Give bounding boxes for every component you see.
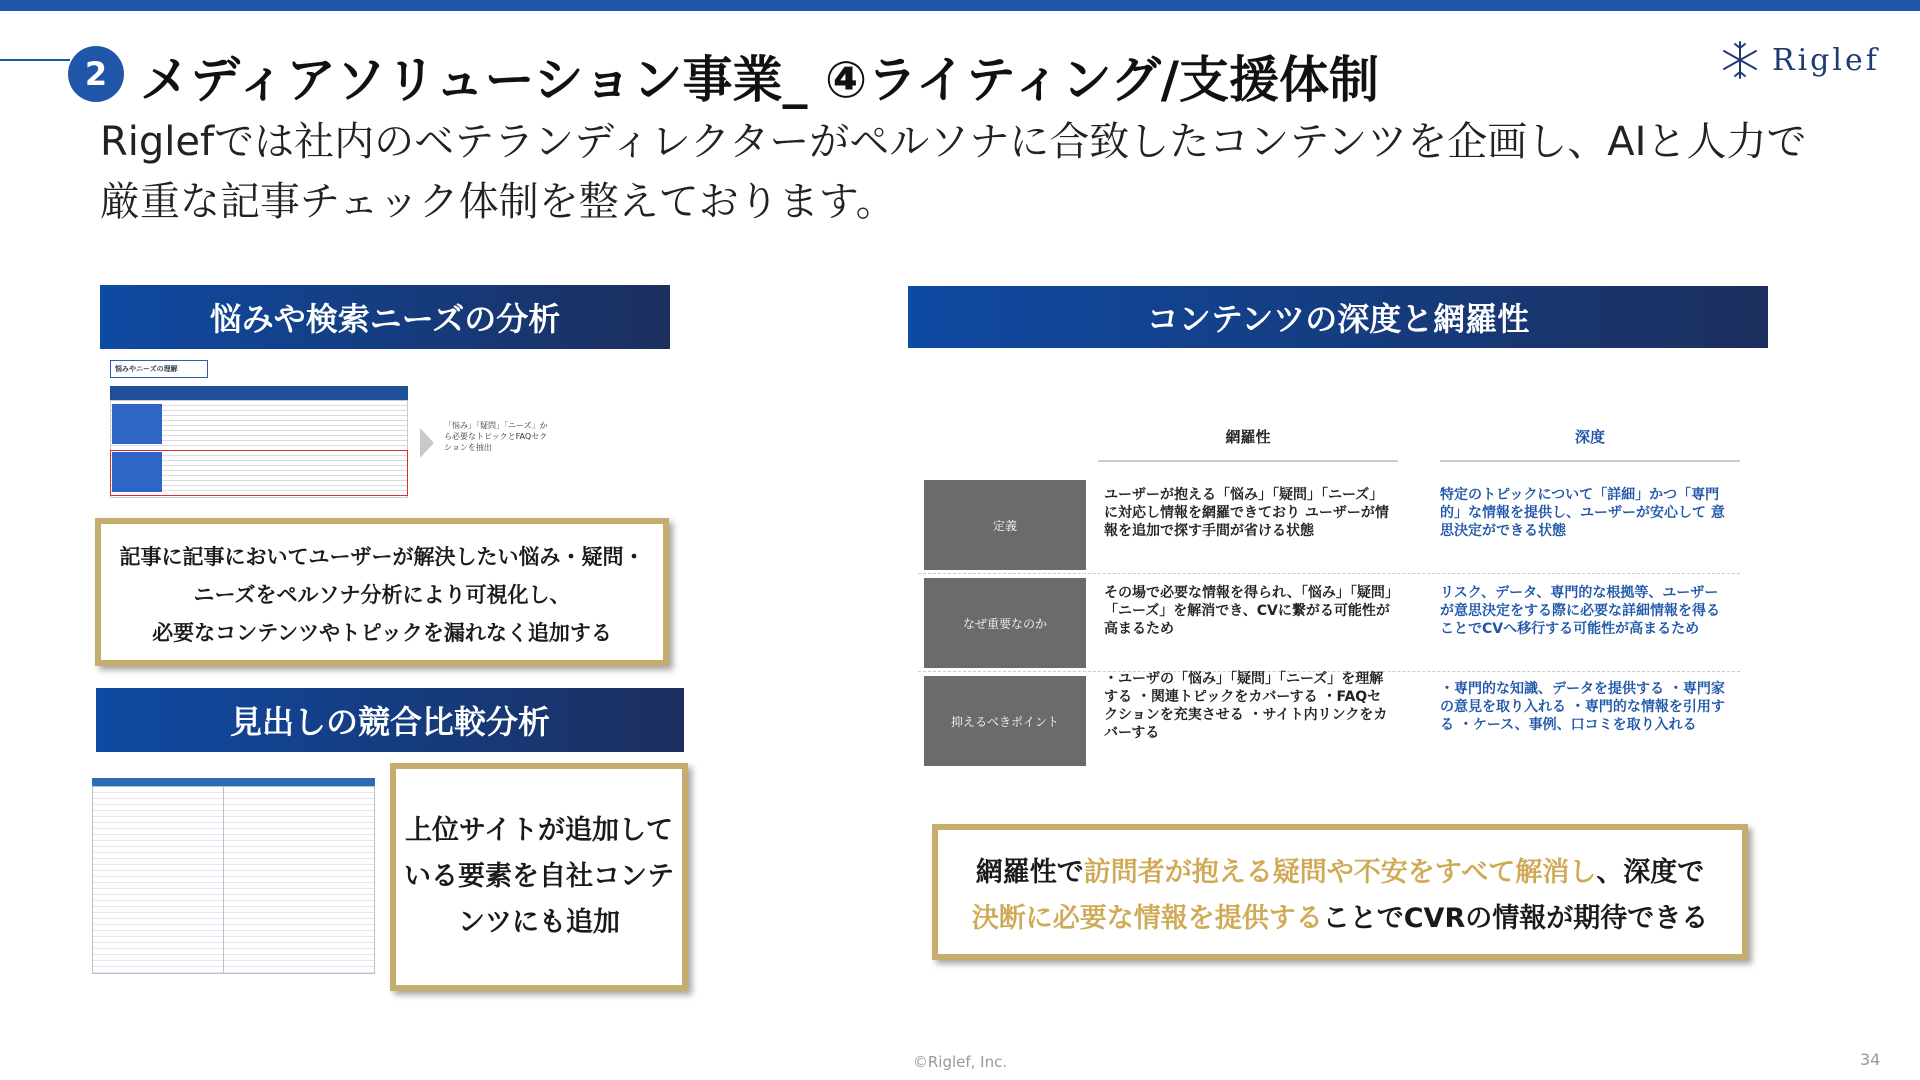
coverage-cell: ユーザーが抱える「悩み」「疑問」「ニーズ」に対応し情報を網羅できており ユーザーが情報を追加で探す手間が省ける状態 <box>1104 487 1389 539</box>
row-label: 抑えるべきポイント <box>924 676 1086 766</box>
table-row <box>918 478 1740 574</box>
summary-highlight-2: 決断に必要な情報を提供する <box>971 903 1323 934</box>
depth-cell: 特定のトピックについて「詳細」かつ「専門的」な情報を提供し、ユーザーが安心して 意思決定ができる状態 <box>1440 487 1725 539</box>
depth-cell: ・専門的な知識、データを提供する ・専門家の意見を取り入れる ・専門的な情報を引用する ・ケース、事例、口コミを取り入れる <box>1440 681 1725 733</box>
thumbnail-highlight-frame <box>110 450 408 496</box>
thumbnail-category-cell <box>112 404 162 444</box>
thumbnail-label: 悩みやニーズの理解 <box>110 360 208 378</box>
table-row <box>918 671 1740 768</box>
company-logo <box>1718 38 1880 82</box>
column-header-depth: 深度 <box>1574 428 1605 446</box>
coverage-cell: その場で必要な情報を得られ、「悩み」「疑問」「ニーズ」を解消でき、CVに繋がる可能性が高まるため <box>1104 585 1392 637</box>
sheet-header <box>92 778 375 786</box>
title-accent-line <box>0 59 70 61</box>
depth-cell: リスク、データ、専門的な根拠等、ユーザーが意思決定をする際に必要な詳細情報を得ることでCVへ移行する可能性が高まるため <box>1440 585 1720 637</box>
competitor-callout-text: 上位サイトが追加している要素を自社コンテンツにも追加 <box>404 815 674 938</box>
competitor-callout <box>390 763 688 991</box>
summary-callout <box>932 824 1748 960</box>
competitor-sheet-thumbnail <box>92 778 375 976</box>
analysis-callout-line-2: ニーズをペルソナ分析により可視化し、 <box>193 583 571 607</box>
thumbnail-note: 「悩み」「疑問」「ニーズ」から必要なトピックとFAQセクションを抽出 <box>444 421 548 452</box>
logo-text: Riglef <box>1772 42 1880 78</box>
top-accent-bar <box>0 0 1920 11</box>
analysis-callout <box>95 518 669 666</box>
column-rule <box>1440 460 1740 462</box>
lead-line-1: Riglefでは社内のベテランディレクターがペルソナに合致したコンテンツを企画し、AIと人力で <box>100 119 1807 165</box>
sheet-body <box>92 786 375 974</box>
column-header-coverage: 網羅性 <box>1225 428 1271 446</box>
summary-highlight-1: 訪問者が抱える疑問や不安をすべて解消し <box>1083 857 1597 888</box>
lead-line-2: 厳重な記事チェック体制を整えております。 <box>100 179 896 225</box>
table-row <box>918 576 1740 672</box>
competitor-heading: 見出しの競合比較分析 <box>96 688 684 752</box>
persona-analysis-thumbnail <box>110 360 408 500</box>
column-rule <box>1098 460 1398 462</box>
analysis-heading: 悩みや検索ニーズの分析 <box>100 285 670 349</box>
snowflake-logo-icon <box>1718 38 1762 82</box>
copyright: ©Riglef, Inc. <box>912 1053 1008 1071</box>
row-label: なぜ重要なのか <box>924 578 1086 668</box>
section-number-badge: 2 <box>68 46 124 102</box>
summary-text-1: 網羅性で <box>975 857 1084 888</box>
row-label: 定義 <box>924 480 1086 570</box>
summary-text-2: 、深度で <box>1596 857 1705 888</box>
lead-paragraph <box>100 112 1850 232</box>
analysis-callout-line-3: 必要なコンテンツやトピックを漏れなく追加する <box>152 621 612 645</box>
coverage-cell: ・ユーザの「悩み」「疑問」「ニーズ」を理解する ・関連トピックをカバーする ・FAQセクションを充実させる ・サイト内リンクをカバーする <box>1104 671 1388 741</box>
summary-text-3: ことでCVRの情報が期待できる <box>1322 903 1709 934</box>
page-number: 34 <box>1860 1050 1881 1069</box>
arrow-right-icon <box>420 428 434 458</box>
analysis-callout-line-1: 記事に記事においてユーザーが解決したい悩み・疑問・ <box>119 545 645 569</box>
depth-coverage-heading: コンテンツの深度と網羅性 <box>908 286 1768 348</box>
slide-title: メディアソリューション事業_ ④ライティング/支援体制 <box>140 51 1380 109</box>
thumbnail-table-header <box>110 386 408 400</box>
